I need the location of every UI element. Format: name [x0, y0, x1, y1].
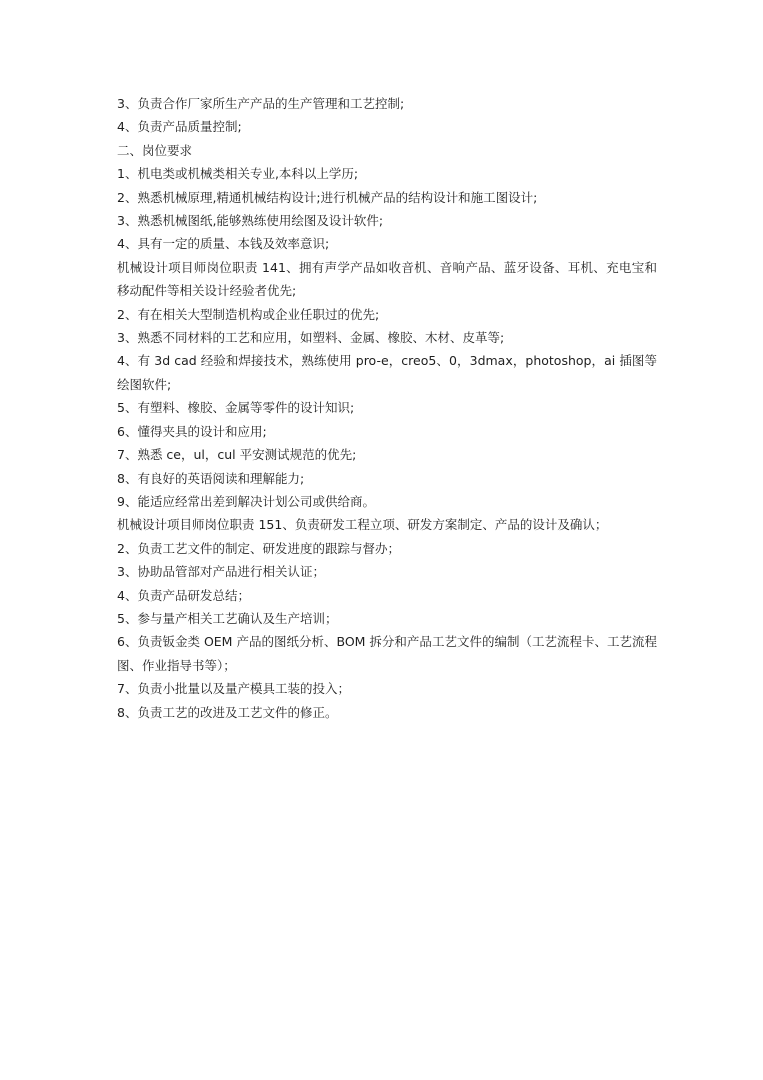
text-line: 6、懂得夹具的设计和应用; — [117, 423, 267, 439]
text-line: 7、熟悉 ce，ul，cul 平安测试规范的优先; — [117, 447, 357, 463]
text-paragraph: 机械设计项目师岗位职责 141、拥有声学产品如收音机、音响产品、蓝牙设备、耳机、充电宝和移动配件等相关设计经验者优先; — [117, 259, 657, 299]
text-paragraph: 4、有 3d cad 经验和焊接技术，熟练使用 pro-e，creo5、0，3dmax，photoshop，ai 插图等绘图软件; — [117, 353, 657, 392]
text-line: 5、有塑料、橡胶、金属等零件的设计知识; — [117, 400, 355, 416]
text-line: 8、有良好的英语阅读和理解能力; — [117, 470, 305, 486]
text-line: 3、负责合作厂家所生产产品的生产管理和工艺控制; — [117, 96, 405, 111]
text-line: 2、熟悉机械原理,精通机械结构设计;进行机械产品的结构设计和施工图设计; — [117, 189, 538, 205]
text-line: 5、参与量产相关工艺确认及生产培训； — [117, 610, 338, 626]
text-line: 7、负责小批量以及量产模具工装的投入； — [117, 681, 350, 697]
text-line: 3、协助品管部对产品进行相关认证； — [117, 564, 325, 580]
document-body — [117, 92, 657, 724]
text-line: 9、能适应经常出差到解决计划公司或供给商。 — [117, 493, 375, 509]
text-line: 4、负责产品研发总结； — [117, 587, 250, 603]
text-line: 3、熟悉不同材料的工艺和应用，如塑料、金属、橡胶、木材、皮革等; — [117, 330, 505, 346]
text-paragraph: 6、负责钣金类 OEM 产品的图纸分析、BOM 拆分和产品工艺文件的编制（工艺流程卡、工艺流程图、作业指导书等）； — [117, 634, 657, 673]
text-line: 2、负责工艺文件的制定、研发进度的跟踪与督办； — [117, 540, 400, 556]
text-paragraph: 机械设计项目师岗位职责 151、负责研发工程立项、研发方案制定、产品的设计及确认； — [117, 517, 608, 533]
text-line: 8、负责工艺的改进及工艺文件的修正。 — [117, 704, 338, 720]
text-line: 1、机电类或机械类相关专业,本科以上学历; — [117, 166, 359, 182]
text-line: 2、有在相关大型制造机构或企业任职过的优先; — [117, 306, 380, 322]
text-line: 4、负责产品质量控制; — [117, 119, 242, 135]
section-heading: 二、岗位要求 — [117, 142, 193, 158]
text-line: 4、具有一定的质量、本钱及效率意识; — [117, 236, 330, 252]
text-line: 3、熟悉机械图纸,能够熟练使用绘图及设计软件; — [117, 213, 384, 229]
